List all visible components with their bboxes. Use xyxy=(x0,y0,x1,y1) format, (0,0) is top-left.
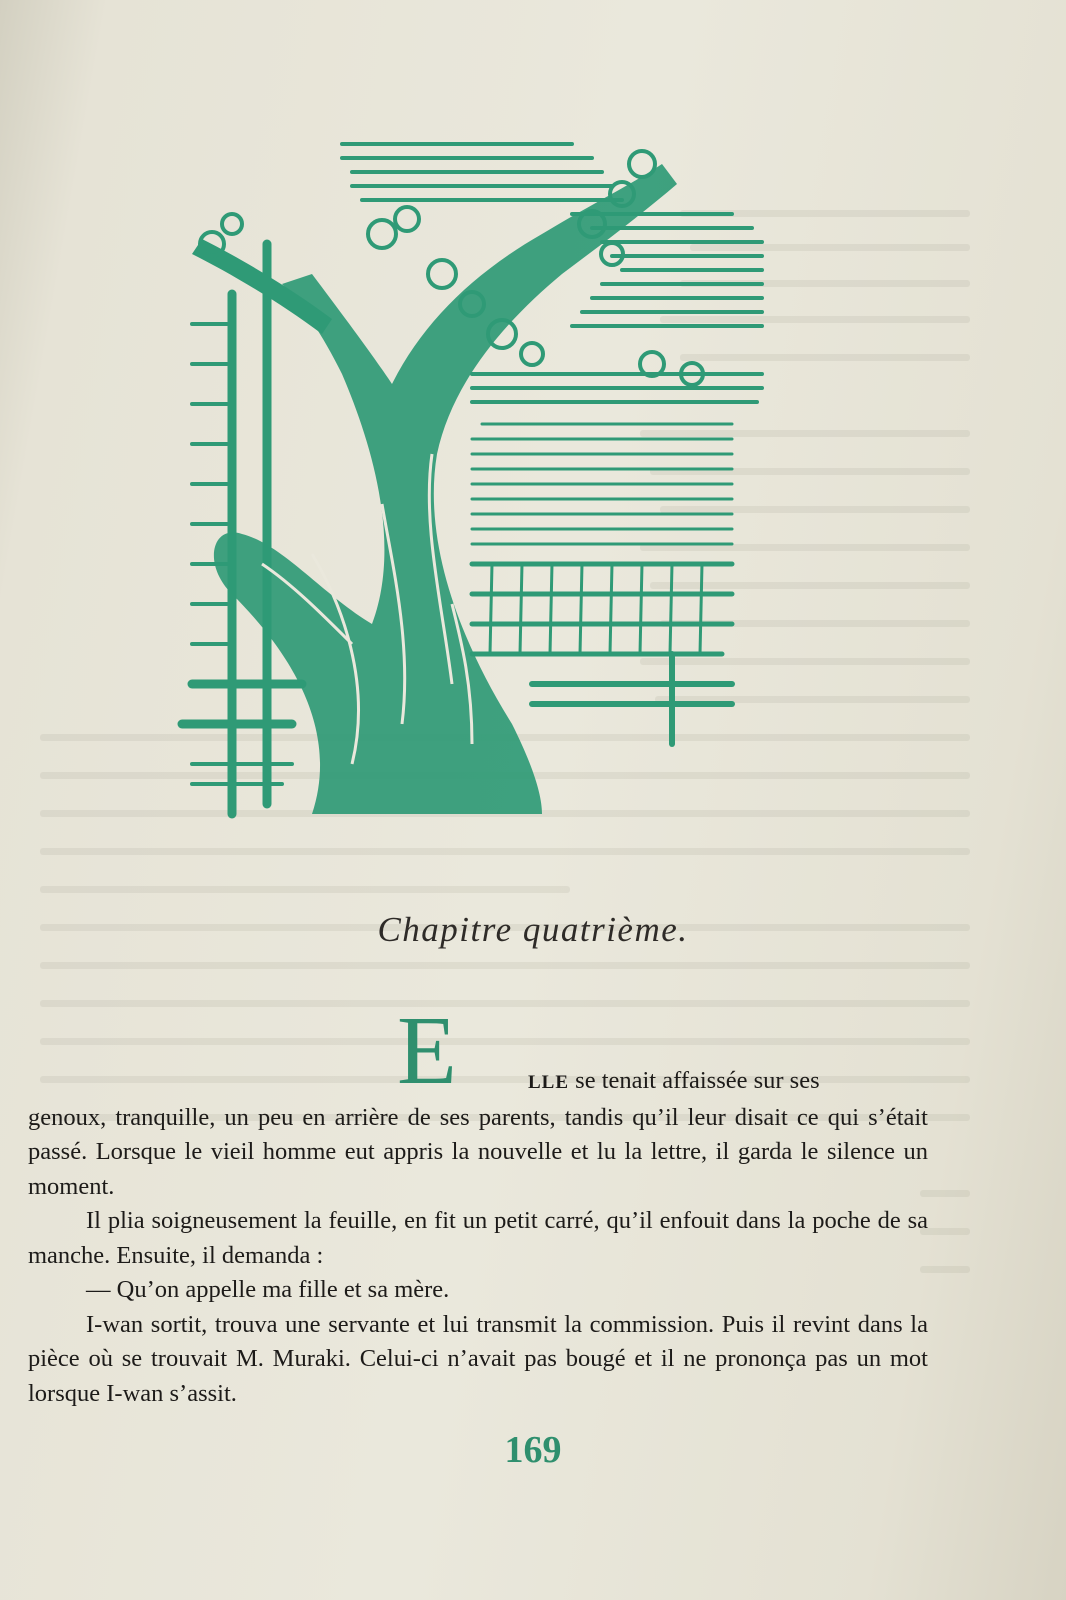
lead-smallcaps: LLE xyxy=(528,1072,570,1093)
paragraph-1-first-line xyxy=(28,1064,928,1101)
drop-cap: E xyxy=(397,997,457,1105)
paragraph-4: I-wan sortit, trouva une servante et lui transmit la commission. Puis il revint dans la pièce où se trouvait M. Muraki. Celui-ci n’avait pas bougé et il ne prononça pas un mot lorsque I-wan s’assit. xyxy=(28,1310,928,1407)
paragraph-3: — Qu’on appelle ma fille et sa mère. xyxy=(86,1276,450,1303)
page-number: 169 xyxy=(504,1429,562,1471)
body-text xyxy=(28,1030,928,1411)
first-line-rest: se tenait affaissée sur ses xyxy=(569,1067,820,1094)
chapter-title: Chapitre quatrième. xyxy=(377,910,689,949)
paragraph-1: genoux, tranquille, un peu en arrière de ses parents, tandis qu’il leur disait ce qui s’était passé. Lorsque le vieil homme eut appris la nouvelle et lu la lettre, il garda le silence un moment. xyxy=(28,1103,928,1200)
woodcut-illustration xyxy=(172,124,772,824)
paragraph-2: Il plia soigneusement la feuille, en fit un petit carré, qu’il enfouit dans la poche de sa manche. Ensuite, il demanda : xyxy=(28,1207,928,1269)
